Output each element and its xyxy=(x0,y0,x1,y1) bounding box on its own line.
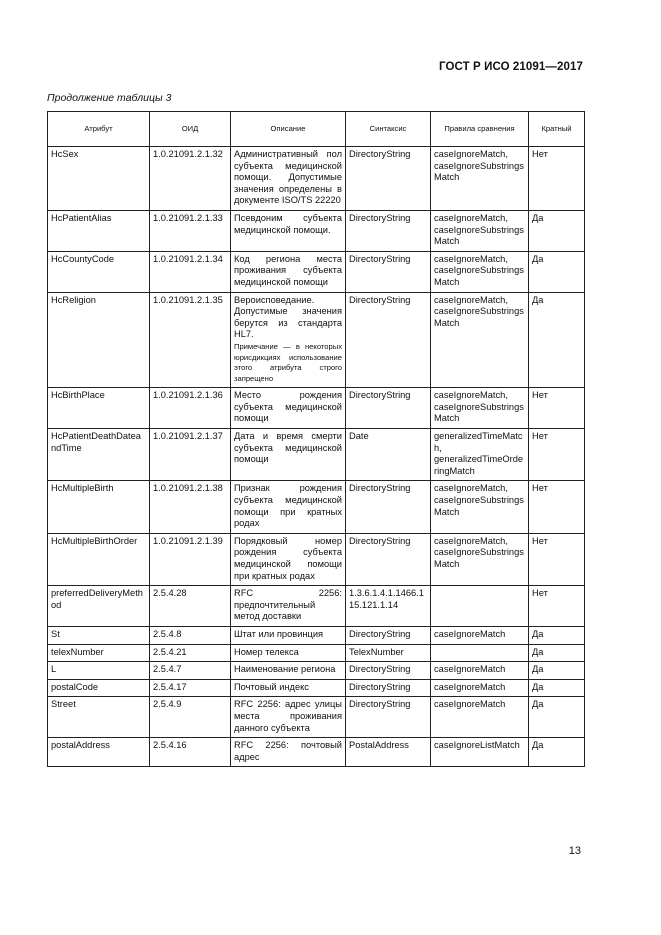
cell-multiple: Да xyxy=(529,662,585,680)
attribute-table xyxy=(47,111,585,767)
cell-matching-rules: caseIgnoreMatch xyxy=(431,697,529,738)
description-text: Код региона места проживания субъекта медицинской помощи xyxy=(234,253,342,287)
cell-matching-rules: caseIgnoreMatch, caseIgnoreSubstringsMatch xyxy=(431,388,529,429)
column-header-syntax: Синтаксис xyxy=(346,112,431,147)
description-text: Признак рождения субъекта медицинской помощи при кратных родах xyxy=(234,483,342,529)
cell-matching-rules xyxy=(431,644,529,662)
table-row xyxy=(48,679,585,697)
cell-description xyxy=(231,147,346,211)
table-row xyxy=(48,292,585,388)
cell-syntax: DirectoryString xyxy=(346,147,431,211)
cell-description xyxy=(231,481,346,533)
cell-matching-rules: caseIgnoreListMatch xyxy=(431,738,529,767)
cell-oid: 2.5.4.8 xyxy=(150,626,231,644)
description-text: Порядковый номер рождения субъекта медицинской помощи при кратных родах xyxy=(234,535,342,581)
table-row xyxy=(48,388,585,429)
cell-syntax: DirectoryString xyxy=(346,533,431,585)
table-caption: Продолжение таблицы 3 xyxy=(47,92,172,104)
cell-description xyxy=(231,626,346,644)
cell-multiple: Нет xyxy=(529,147,585,211)
cell-description xyxy=(231,533,346,585)
table-row xyxy=(48,481,585,533)
cell-multiple: Да xyxy=(529,738,585,767)
cell-attribute: L xyxy=(48,662,150,680)
description-text: Почтовый индекс xyxy=(234,681,309,692)
cell-description xyxy=(231,210,346,251)
cell-multiple: Нет xyxy=(529,533,585,585)
cell-syntax: DirectoryString xyxy=(346,292,431,388)
cell-attribute: HcCountyCode xyxy=(48,251,150,292)
cell-attribute: postalAddress xyxy=(48,738,150,767)
cell-description xyxy=(231,738,346,767)
cell-multiple: Да xyxy=(529,626,585,644)
cell-description xyxy=(231,586,346,627)
table-row xyxy=(48,147,585,211)
description-text: Вероисповедание. Допустимые значения берутся из стандарта HL7. xyxy=(234,294,342,340)
cell-multiple: Нет xyxy=(529,586,585,627)
table-row xyxy=(48,626,585,644)
cell-description xyxy=(231,388,346,429)
cell-oid: 2.5.4.28 xyxy=(150,586,231,627)
cell-oid: 2.5.4.21 xyxy=(150,644,231,662)
description-text: RFC 2256: почтовый адрес xyxy=(234,740,342,762)
cell-attribute: HcBirthPlace xyxy=(48,388,150,429)
cell-syntax: DirectoryString xyxy=(346,388,431,429)
cell-oid: 1.0.21091.2.1.36 xyxy=(150,388,231,429)
cell-description xyxy=(231,429,346,481)
description-note: Примечание — в некоторых юрисдикциях использование этого атрибута строго запрещено xyxy=(234,341,342,383)
cell-syntax: DirectoryString xyxy=(346,251,431,292)
cell-matching-rules: generalizedTimeMatch, generalizedTimeOrderingMatch xyxy=(431,429,529,481)
table-row xyxy=(48,210,585,251)
description-text: Псевдоним субъекта медицинской помощи. xyxy=(234,212,342,235)
cell-attribute: HcReligion xyxy=(48,292,150,388)
standard-code: ГОСТ Р ИСО 21091—2017 xyxy=(438,61,583,73)
cell-multiple: Да xyxy=(529,292,585,388)
cell-oid: 2.5.4.16 xyxy=(150,738,231,767)
table-row xyxy=(48,738,585,767)
cell-oid: 1.0.21091.2.1.34 xyxy=(150,251,231,292)
cell-syntax: 1.3.6.1.4.1.1466.115.121.1.14 xyxy=(346,586,431,627)
page-number: 13 xyxy=(568,845,581,857)
cell-syntax: DirectoryString xyxy=(346,679,431,697)
cell-attribute: telexNumber xyxy=(48,644,150,662)
description-text: Дата и время смерти субъекта медицинской помощи xyxy=(234,431,342,465)
cell-oid: 1.0.21091.2.1.32 xyxy=(150,147,231,211)
cell-syntax: DirectoryString xyxy=(346,697,431,738)
cell-matching-rules: caseIgnoreMatch, caseIgnoreSubstringsMatch xyxy=(431,210,529,251)
description-text: Административный пол субъекта медицинской помощи. Допустимые значения определены в документе ISO/TS 22220 xyxy=(234,149,342,206)
column-header-oid: ОИД xyxy=(150,112,231,147)
cell-oid: 1.0.21091.2.1.38 xyxy=(150,481,231,533)
table-row xyxy=(48,662,585,680)
cell-attribute: HcMultipleBirthOrder xyxy=(48,533,150,585)
description-text: Наименование региона xyxy=(234,664,336,675)
table-row xyxy=(48,586,585,627)
cell-syntax: Date xyxy=(346,429,431,481)
description-text: RFC 2256: предпочтительный метод доставки xyxy=(234,588,342,622)
cell-attribute: St xyxy=(48,626,150,644)
cell-description xyxy=(231,644,346,662)
cell-attribute: postalCode xyxy=(48,679,150,697)
column-header-matching-rules: Правила сравнения xyxy=(431,112,529,147)
cell-syntax: DirectoryString xyxy=(346,481,431,533)
cell-attribute: HcMultipleBirth xyxy=(48,481,150,533)
cell-description xyxy=(231,662,346,680)
cell-multiple: Да xyxy=(529,679,585,697)
cell-attribute: HcPatientAlias xyxy=(48,210,150,251)
cell-syntax: DirectoryString xyxy=(346,662,431,680)
cell-oid: 2.5.4.17 xyxy=(150,679,231,697)
cell-multiple: Да xyxy=(529,644,585,662)
description-text: Место рождения субъекта медицинской помощи xyxy=(234,390,342,424)
cell-oid: 2.5.4.9 xyxy=(150,697,231,738)
table-row xyxy=(48,533,585,585)
cell-attribute: Street xyxy=(48,697,150,738)
cell-syntax: PostalAddress xyxy=(346,738,431,767)
cell-multiple: Да xyxy=(529,251,585,292)
cell-attribute: preferredDeliveryMethod xyxy=(48,586,150,627)
cell-oid: 1.0.21091.2.1.35 xyxy=(150,292,231,388)
cell-multiple: Нет xyxy=(529,481,585,533)
column-header-description: Описание xyxy=(231,112,346,147)
column-header-attribute: Атрибут xyxy=(48,112,150,147)
description-text: Штат или провинция xyxy=(234,628,324,639)
cell-description xyxy=(231,292,346,388)
cell-oid: 1.0.21091.2.1.39 xyxy=(150,533,231,585)
table-row xyxy=(48,697,585,738)
cell-oid: 2.5.4.7 xyxy=(150,662,231,680)
description-text: Номер телекса xyxy=(234,646,299,657)
cell-oid: 1.0.21091.2.1.37 xyxy=(150,429,231,481)
table-row xyxy=(48,644,585,662)
cell-syntax: DirectoryString xyxy=(346,210,431,251)
cell-attribute: HcSex xyxy=(48,147,150,211)
cell-multiple: Нет xyxy=(529,429,585,481)
cell-syntax: TelexNumber xyxy=(346,644,431,662)
cell-oid: 1.0.21091.2.1.33 xyxy=(150,210,231,251)
cell-matching-rules xyxy=(431,586,529,627)
cell-matching-rules: caseIgnoreMatch, caseIgnoreSubstringsMatch xyxy=(431,481,529,533)
cell-syntax: DirectoryString xyxy=(346,626,431,644)
description-text: RFC 2256: адрес улицы места проживания данного субъекта xyxy=(234,699,342,733)
cell-description xyxy=(231,251,346,292)
cell-multiple: Да xyxy=(529,697,585,738)
cell-attribute: HcPatientDeathDateandTime xyxy=(48,429,150,481)
cell-description xyxy=(231,697,346,738)
cell-matching-rules: caseIgnoreMatch, caseIgnoreSubstringsMatch xyxy=(431,292,529,388)
column-header-multiple: Кратный xyxy=(529,112,585,147)
cell-matching-rules: caseIgnoreMatch xyxy=(431,626,529,644)
cell-description xyxy=(231,679,346,697)
cell-multiple: Нет xyxy=(529,388,585,429)
cell-matching-rules: caseIgnoreMatch xyxy=(431,662,529,680)
cell-matching-rules: caseIgnoreMatch, caseIgnoreSubstringsMatch xyxy=(431,533,529,585)
cell-matching-rules: caseIgnoreMatch, caseIgnoreSubstringsMatch xyxy=(431,251,529,292)
table-row xyxy=(48,251,585,292)
table-header-row xyxy=(48,112,585,147)
cell-matching-rules: caseIgnoreMatch, caseIgnoreSubstringsMatch xyxy=(431,147,529,211)
table-row xyxy=(48,429,585,481)
cell-multiple: Да xyxy=(529,210,585,251)
cell-matching-rules: caseIgnoreMatch xyxy=(431,679,529,697)
